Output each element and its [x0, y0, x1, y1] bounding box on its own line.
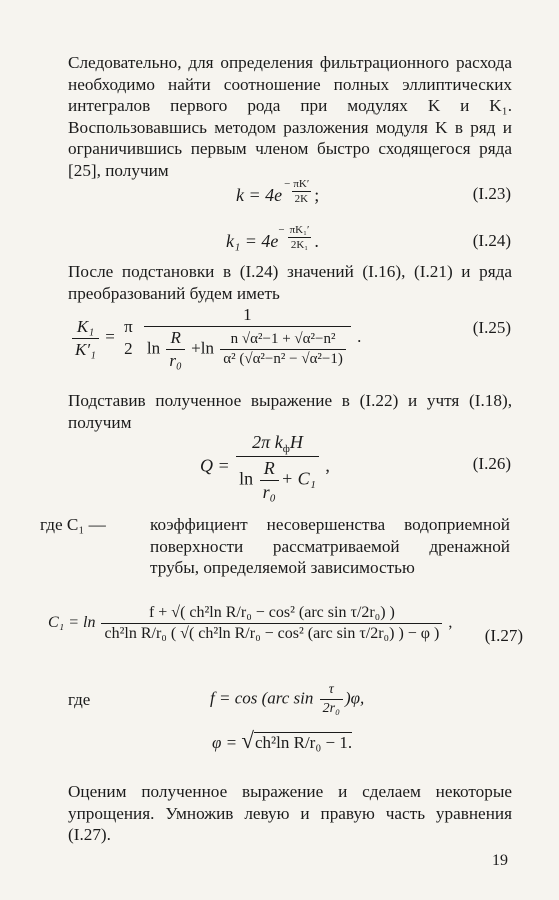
eq27-frac — [101, 604, 442, 643]
eq26-den-r0: r₀ — [260, 480, 279, 503]
eq27-den: ch²ln R/r₀ ( √( ch²ln R/r₀ − cos² (arc sin τ/2r₀) ) − φ ) — [101, 623, 442, 643]
equation-i23 — [236, 178, 319, 206]
eq25-main-frac — [144, 305, 351, 371]
eq-f-frac — [320, 682, 343, 717]
eq26-tail: , — [325, 455, 330, 476]
eq25-main-num: 1 — [243, 305, 252, 324]
equation-i24: k₁ = 4e− $\frac{\text{πK₁′}}{\text{2K₁}}$ . — [226, 224, 319, 251]
eq27-label: (I.27) — [484, 626, 523, 645]
eq25-lhs-num: K₁ — [76, 316, 95, 336]
eq24-exp-num: πK₁′ — [289, 224, 310, 236]
equation-f — [210, 682, 364, 717]
eq-phi-root: ch²ln R/r₀ − 1. — [254, 733, 353, 752]
eq26-den-R: R — [263, 458, 275, 478]
eq-f-text: f = cos (arc sin — [210, 688, 314, 708]
root-sign-icon: √ — [241, 728, 254, 753]
paragraph-5-text: Оценим полученное выражение и сделаем некоторые упрощения. Умножив левую и правую часть уравнения (I.27). — [68, 782, 512, 844]
eq26-lhs: Q = — [200, 455, 230, 476]
eq-phi-text: φ = — [212, 733, 238, 752]
eq-f-tail: )φ, — [344, 688, 365, 708]
eq25-R-frac — [166, 328, 185, 371]
eq25-main-den — [144, 326, 351, 371]
eq25-inner-num: n √α²−1 + √α²−n² — [230, 331, 336, 347]
eq25-R: R — [170, 328, 181, 347]
eq27-tail: , — [448, 614, 453, 632]
eq26-label: (I.26) — [472, 454, 511, 473]
eq23-lhs: k = 4e — [236, 185, 283, 205]
eq25-inner-frac — [220, 331, 346, 368]
eq25-lhs-frac — [72, 317, 99, 360]
equation-i27 — [48, 604, 452, 643]
paragraph-2-text: После подстановки в (I.24) значений (I.16), (I.21) и ряда преобразований будем иметь — [68, 262, 512, 303]
where-2: где — [68, 690, 91, 709]
eq25-tail: . — [357, 326, 362, 346]
eq26-den — [236, 456, 319, 503]
eq24-tail: . — [314, 231, 319, 251]
equation-i25 — [70, 305, 361, 371]
eq26-num-sub: ф — [282, 443, 290, 455]
eq26-den-frac — [260, 458, 279, 503]
eq24-exp-frac — [287, 224, 313, 251]
eq25-plus-ln: +ln — [191, 338, 214, 358]
eq24-label: (I.24) — [472, 231, 511, 250]
paragraph-1-text: Следовательно, для определения фильтрационного расхода необходимо найти соотношение полных эллиптических интегралов первого рода при модулях K и K₁. Воспользовавшись методом разложения модуля K в ряд и ограничившись первым членом быстро сходящегося ряда [25], получим — [68, 53, 512, 180]
paragraph-5 — [68, 781, 512, 846]
eq25-inner-den: α² (√α²−n² − √α²−1) — [220, 349, 346, 368]
eq26-num — [249, 432, 306, 456]
paragraph-4-lead: где C₁ — — [40, 515, 106, 534]
eq-f-frac-num: τ — [328, 682, 334, 697]
eq27-lhs: C₁ = ln — [48, 614, 96, 632]
eq23-tail: ; — [314, 185, 320, 205]
eq23-label: (I.23) — [472, 184, 511, 203]
eq27-num: f + √( ch²ln R/r₀ − cos² (arc sin τ/2r₀) ) — [148, 604, 395, 621]
paragraph-3 — [68, 390, 512, 433]
eq25-r0: r₀ — [166, 349, 185, 371]
eq23-exponent: − — [284, 178, 291, 190]
eq26-num-tail: H — [289, 432, 303, 452]
equation-phi — [212, 728, 352, 754]
eq25-pi-den: 2 — [124, 339, 133, 358]
paragraph-3-text: Подставив полученное выражение в (I.22) и учтя (I.18), получим — [68, 391, 512, 432]
eq24-exp-den: 2K₁ — [288, 237, 311, 251]
eq26-den-ln: ln — [239, 468, 254, 489]
paragraph-2 — [68, 261, 512, 304]
eq23-exp-num: πK′ — [293, 178, 310, 190]
page-number: 19 — [492, 852, 508, 869]
eq26-num-main: 2π k — [252, 432, 283, 452]
eq23-exp-frac — [290, 178, 312, 205]
paragraph-4-body: коэффициент несовершенства водоприемной поверхности рассматриваемой дренажной трубы, определяемой зависимостью — [150, 515, 510, 577]
eq23-exp-den: 2K — [292, 191, 311, 205]
eq25-ln: ln — [146, 338, 161, 358]
eq24-lhs: k₁ = 4e — [226, 231, 279, 251]
eq-f-frac-den: 2r₀ — [320, 699, 343, 717]
eq25-lhs-den: K′₁ — [72, 338, 99, 360]
paragraph-1 — [68, 52, 512, 181]
eq25-pi-num: π — [124, 317, 133, 336]
eq26-den-tail: + C₁ — [280, 468, 316, 489]
eq26-frac — [236, 432, 319, 503]
eq25-label: (I.25) — [472, 318, 511, 337]
eq25-eq: = — [105, 326, 115, 346]
eq25-pi-frac — [121, 317, 136, 359]
equation-i26 — [200, 432, 330, 503]
